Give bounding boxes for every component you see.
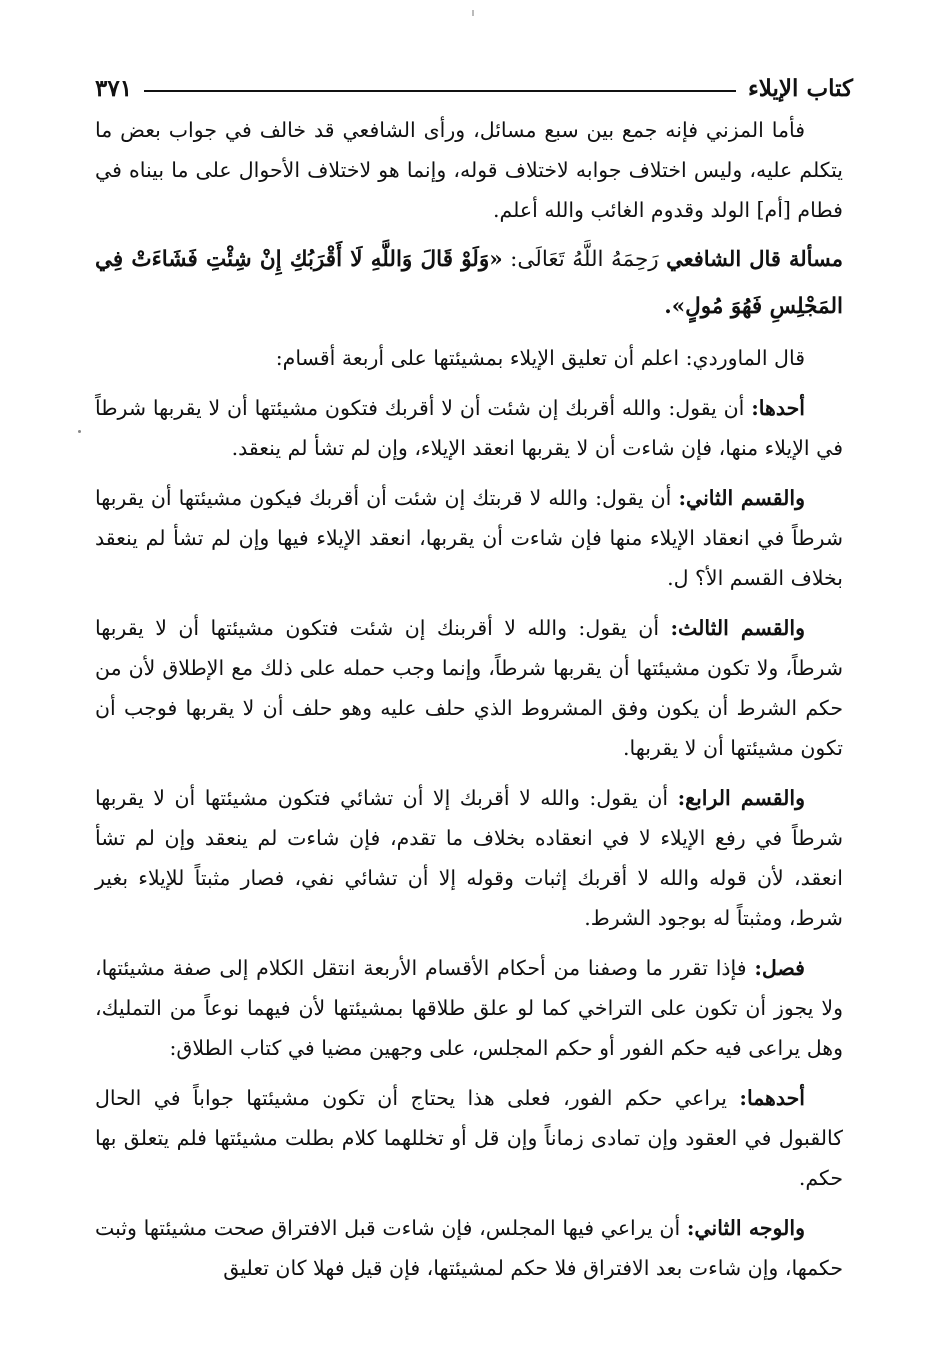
- chapter-title: كتاب الإيلاء: [747, 74, 853, 102]
- intro-paragraph: [95, 110, 843, 230]
- page-number: ٣٧١: [95, 74, 133, 102]
- section-paragraph: [95, 948, 843, 1068]
- section-paragraph: [95, 1208, 843, 1288]
- header-rule: [144, 90, 736, 92]
- paragraph-text: فأما المزني فإنه جمع بين سبع مسائل، ورأى الشافعي قد خالف في جواب بعض ما يتكلم عليه، وليس اختلاف جوابه لاختلاف قوله، وإنما هو لاختلاف الأحوال على ما بيناه في فطام [أم] الولد وقدوم الغائب والله أعلم.: [95, 118, 843, 222]
- paragraph-text: أن يراعي فيها المجلس، فإن شاءت قبل الافتراق صحت مشيئتها وثبت حكمها، وإن شاءت بعد الافتراق فلا حكم لمشيئتها، فإن قيل فهلا كان تعليق: [95, 1216, 843, 1280]
- paragraph-lead: والقسم الثاني:: [678, 486, 805, 510]
- paragraph-lead: أحدها:: [751, 396, 805, 420]
- section-paragraph: [95, 608, 843, 768]
- paragraph-lead: والوجه الثاني:: [686, 1216, 805, 1240]
- section-paragraph: [95, 338, 843, 378]
- paragraph-lead: أحدهما:: [739, 1086, 805, 1110]
- paragraph-text: أن يقول: والله لا أقربنك إن شئت فتكون مشيئتها أن لا يقربها شرطاً، ولا تكون مشيئتها أن يقربها شرطاً، وإنما وجب حمله على ذلك مع الإطلاق لأن من حكم الشرط أن يكون وفق المشروط الذي حلف عليه وهو حلف أن لا يقربها فوجب أن تكون مشيئتها أن لا يقربها.: [95, 616, 843, 760]
- section-paragraph: [95, 388, 843, 468]
- paragraph-text: فإذا تقرر ما وصفنا من أحكام الأقسام الأربعة انتقل الكلام إلى صفة مشيئتها، ولا يجوز أن تكون على التراخي كما لو علق طلاقها بمشيئتها لأن فيهما نوعاً من التمليك، وهل يراعى فيه حكم الفور أو حكم المجلس، على وجهين مضيا في كتاب الطلاق:: [95, 956, 843, 1060]
- paragraph-lead: فصل:: [754, 956, 805, 980]
- paragraph-lead: والقسم الثالث:: [670, 616, 805, 640]
- page-body: [95, 110, 843, 1298]
- issue-quote: «وَلَوْ قَالَ وَاللَّهِ لَا أَقْرَبُكِ إِنْ شِئْتِ فَشَاءَتْ فِي المَجْلِسِ فَهُوَ مُولٍ».: [95, 247, 843, 319]
- paragraph-text: أن يقول: والله أقربك إن شئت أن لا أقربك فتكون مشيئتها أن لا يقربها شرطاً في الإيلاء منها، فإن شاءت أن لا يقربها انعقد الإيلاء، وإن لم تشأ لم ينعقد.: [95, 396, 843, 460]
- issue-heading: مسألة قال الشافعي: [666, 246, 843, 271]
- paragraph-text: أن يقول: والله لا أقربك إلا أن تشائي فتكون مشيئتها أن لا يقربها شرطاً في رفع الإيلاء لا في انعقاده بخلاف ما تقدم، فإن شاءت لم ينعقد وإن لم تشأ انعقد، لأن قوله والله لا أقربك إثبات وقوله إلا أن تشائي نفي، فصار مثبتاً للإيلاء بغير شرط، ومثبتاً له بوجود الشرط.: [95, 786, 844, 930]
- section-paragraph: [95, 478, 843, 598]
- paragraph-text: يراعي حكم الفور، فعلى هذا يحتاج أن تكون مشيئتها جواباً في الحال كالقبول في العقود وإن تمادى زماناً وإن قل أو تخللهما كلام بطلت مشيئتها فلم يتعلق بها حكم.: [95, 1086, 843, 1190]
- tarahhum-phrase: رَحِمَهُ اللَّهُ تَعَالَى:: [510, 247, 659, 272]
- scan-speck: [78, 430, 81, 433]
- paragraph-text: أن يقول: والله لا قربتك إن شئت أن أقربك فيكون مشيئتها أن يقربها شرطاً في انعقاد الإيلاء منها فإن شاءت أن يقربها، انعقد الإيلاء فيها وإن لم تشأ لم ينعقد بخلاف القسم الأ؟ ل.: [95, 486, 843, 590]
- running-header: [95, 70, 853, 106]
- paragraph-text: قال الماوردي: اعلم أن تعليق الإيلاء بمشيئتها على أربعة أقسام:: [275, 346, 805, 370]
- section-paragraph: [95, 1078, 843, 1198]
- section-paragraph: [95, 778, 843, 938]
- paragraph-lead: والقسم الرابع:: [677, 786, 805, 810]
- scan-mark: [472, 10, 474, 16]
- issue-paragraph: [95, 236, 843, 330]
